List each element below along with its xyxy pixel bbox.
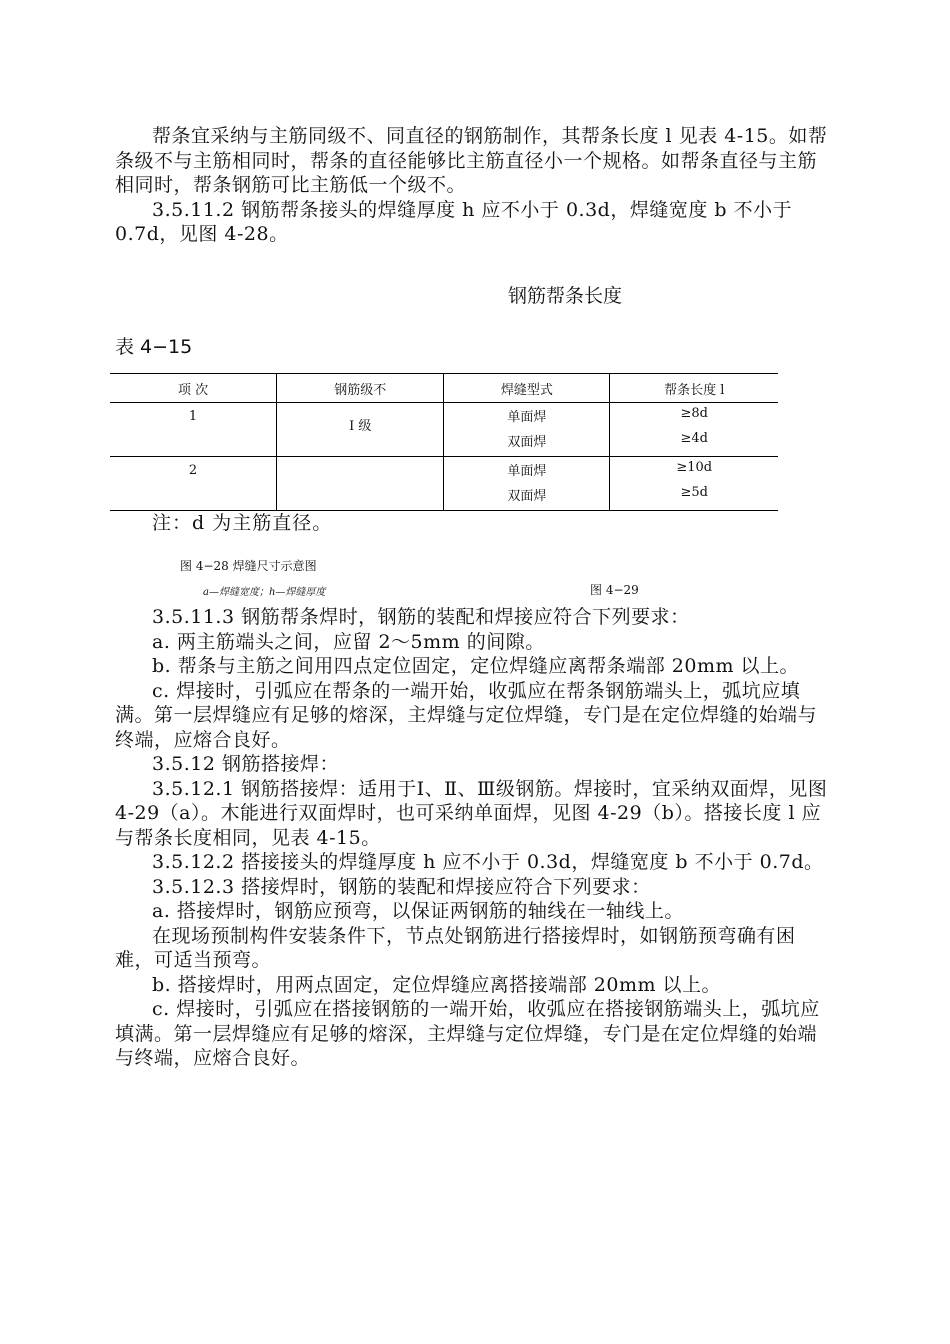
header-weld-type: 焊缝型式: [444, 374, 610, 403]
header-length-text: 帮条长度 l: [664, 382, 725, 398]
table-header-row: [110, 374, 778, 403]
cell-grade: Ⅰ 级: [277, 403, 444, 457]
cell-weld-type: 单面焊: [444, 403, 610, 432]
paragraph: 帮条宜采纳与主筋同级不、同直径的钢筋制作，其帮条长度 l 见表 4-15。如帮条级不与主筋相同时，帮条的直径能够比主筋直径小一个规格。如帮条直径与主筋相同时，帮条钢筋可比主筋低一个级不。: [115, 125, 828, 196]
cell-length: ≥8d: [680, 406, 708, 421]
cell-item: 1: [110, 403, 277, 457]
cell-length: ≥10d: [676, 460, 713, 475]
paragraph: c. 焊接时，引弧应在搭接钢筋的一端开始，收弧应在搭接钢筋端头上，弧坑应填满。第一层焊缝应有足够的熔深，主焊缝与定位焊缝，专门是在定位焊缝的始端与终端，应熔合良好。: [115, 998, 820, 1069]
paragraph: a. 两主筋端头之间，应留 2～5mm 的间隙。: [152, 630, 545, 653]
figure-4-28-legend: a—焊缝宽度；h—焊缝厚度: [203, 587, 326, 598]
figure-4-29-caption: 图 4−29: [590, 583, 639, 597]
paragraph: 3.5.11.2 钢筋帮条接头的焊缝厚度 h 应不小于 0.3d，焊缝宽度 b 不小于 0.7d，见图 4-28。: [115, 198, 793, 245]
welding-requirements-block: [115, 605, 830, 1071]
paragraph: 3.5.12 钢筋搭接焊：: [152, 753, 339, 775]
paragraph: b. 帮条与主筋之间用四点定位固定，定位焊缝应离帮条端部 20mm 以上。: [152, 655, 800, 677]
header-length: [610, 374, 778, 403]
cell-item: 2: [110, 457, 277, 511]
cell-weld-type: 单面焊: [444, 457, 610, 486]
table-number: 表 4−15: [115, 336, 193, 358]
paragraph: 在现场预制构件安装条件下，节点处钢筋进行搭接焊时，如钢筋预弯确有困难，可适当预弯。: [115, 924, 796, 971]
paragraph: b. 搭接焊时，用两点固定，定位焊缝应离搭接端部 20mm 以上。: [152, 973, 722, 996]
cell-grade: [277, 457, 444, 511]
paragraph: a. 搭接焊时，钢筋应预弯，以保证两钢筋的轴线在一轴线上。: [152, 900, 684, 922]
table-row: [110, 403, 778, 432]
cell-length: ≥4d: [610, 431, 778, 457]
table-title: 钢筋帮条长度: [507, 285, 622, 307]
cell-weld-type: 双面焊: [444, 431, 610, 457]
figure-4-28-caption: 图 4−28 焊缝尺寸示意图: [180, 559, 317, 573]
table-note: 注：d 为主筋直径。: [152, 512, 333, 534]
cell-length: ≥5d: [610, 485, 778, 511]
cell-weld-type: 双面焊: [444, 485, 610, 511]
paragraph: 3.5.12.1 钢筋搭接焊：适用于Ⅰ、Ⅱ、Ⅲ级钢筋。焊接时，宜采纳双面焊，见图 4-29（a）。木能进行双面焊时，也可采纳单面焊，见图 4-29（b）。搭接长度 l 应与帮条长度相同，见表 4-15。: [115, 777, 828, 849]
paragraph: c. 焊接时，引弧应在帮条的一端开始，收弧应在帮条钢筋端头上，弧坑应填满。第一层焊缝应有足够的熔深，主焊缝与定位焊缝，专门是在定位焊缝的始端与终端，应熔合良好。: [115, 679, 818, 751]
intro-text-block: [115, 124, 830, 247]
paragraph: 3.5.12.2 搭接接头的焊缝厚度 h 应不小于 0.3d，焊缝宽度 b 不小于 0.7d。: [152, 851, 824, 873]
header-item: 项 次: [110, 374, 277, 403]
paragraph: 3.5.12.3 搭接焊时，钢筋的装配和焊接应符合下列要求：: [152, 875, 651, 898]
table-row: [110, 457, 778, 486]
weld-length-table: [110, 373, 778, 511]
header-grade: 钢筋级不: [277, 374, 444, 403]
paragraph: 3.5.11.3 钢筋帮条焊时，钢筋的装配和焊接应符合下列要求：: [152, 606, 690, 628]
